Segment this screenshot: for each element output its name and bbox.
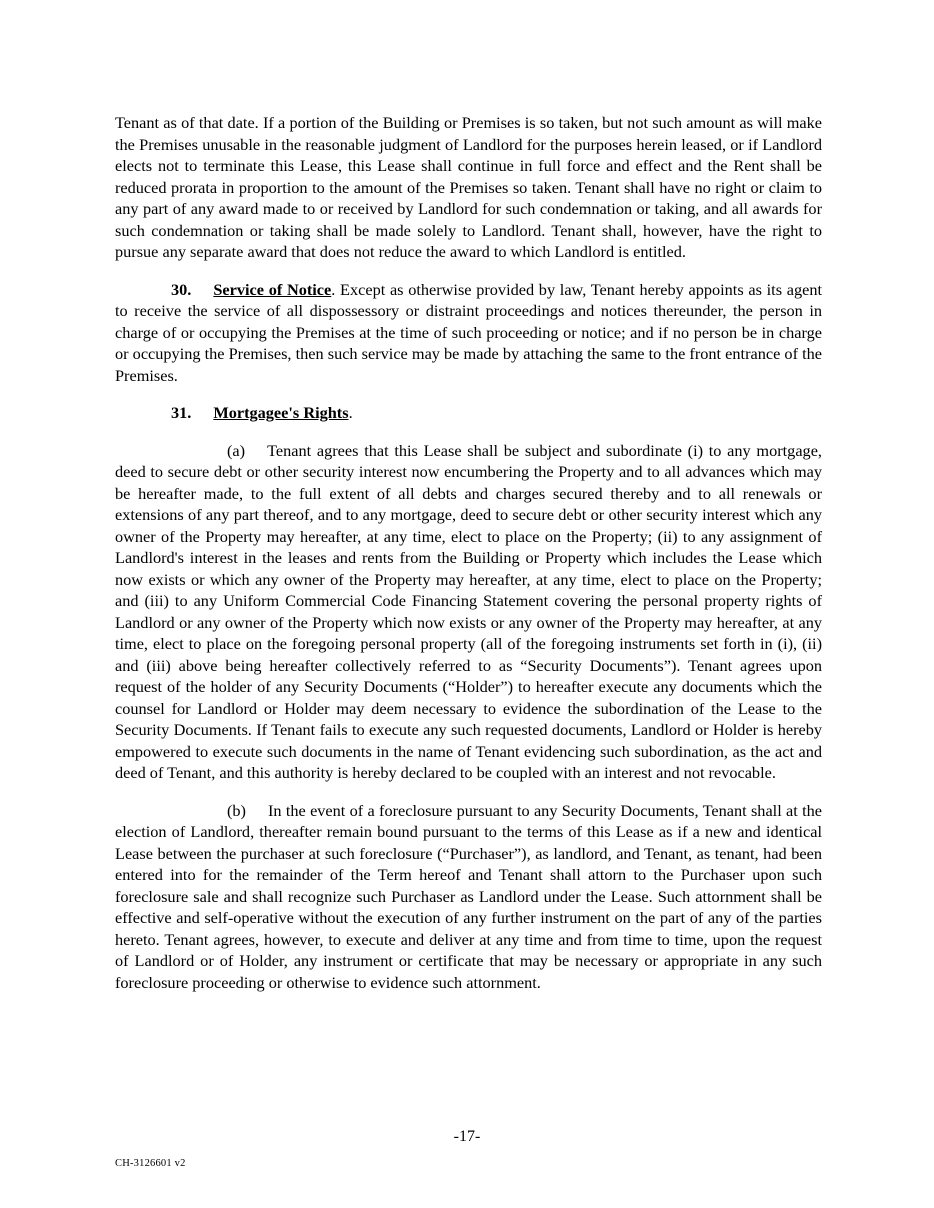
section-30-text: . Except as otherwise provided by law, Tenant hereby appoints as its agent to receive the service of all dispossessory or distraint proceedings and notices thereunder, the person in charge of or occupying the Premises at the time of such proceeding or notice; and if no person be in charge or occupying the Premises, then such service may be made by attaching the same to the front entrance of the Premises. xyxy=(115,279,822,385)
section-31 xyxy=(115,402,822,424)
document-body xyxy=(115,112,822,993)
subsection-a xyxy=(115,440,822,784)
subsection-b xyxy=(115,800,822,994)
section-30-heading: Service of Notice xyxy=(213,279,332,299)
section-31-heading: Mortgagee's Rights xyxy=(213,403,349,422)
paragraph-condemnation: Tenant as of that date. If a portion of the Building or Premises is so taken, but not such amount as will make the Premises unusable in the reasonable judgment of Landlord for the purposes herein leased, or if Landlord elects not to terminate this Lease, this Lease shall continue in full force and effect and the Rent shall be reduced prorata in proportion to the amount of the Premises so taken. Tenant shall have no right or claim to any part of any award made to or received by Landlord for such condemnation or taking, and all awards for such condemnation or taking shall be made solely to Landlord. Tenant shall, however, have the right to pursue any separate award that does not reduce the award to which Landlord is entitled. xyxy=(115,113,822,261)
subsection-a-text: Tenant agrees that this Lease shall be subject and subordinate (i) to any mortgage, deed to secure debt or other security interest now encumbering the Property and to all advances which may be hereafter made, to the full extent of all debts and charges secured thereby and to all renewals or extensions of any part thereof, and to any mortgage, deed to secure debt or other security interest which any owner of the Property may hereafter, at any time, elect to place on the Property; (ii) to any assignment of Landlord's interest in the leases and rents from the Building or Property which includes the Lease which now exists or which any owner of the Property may hereafter, at any time, elect to place on the Property; and (iii) to any Uniform Commercial Code Financing Statement covering the personal property rights of Landlord or any owner of the Property which now exists or any owner of the Property may hereafter, at any time, elect to place on the foregoing personal property (all of the foregoing instruments set forth in (i), (ii) and (iii) above being hereafter collectively referred to as “Security Documents”). Tenant agrees upon request of the holder of any Security Documents (“Holder”) to hereafter execute any documents which the counsel for Landlord or Holder may deem necessary to evidence the subordination of the Lease to the Security Documents. If Tenant fails to execute any such requested documents, Landlord or Holder is hereby empowered to execute such documents in the name of Tenant evidencing such subordination, as the act and deed of Tenant, and this authority is hereby declared to be coupled with an interest and not revocable. xyxy=(115,440,822,782)
section-31-text: . xyxy=(348,403,353,422)
subsection-b-text: In the event of a foreclosure pursuant to any Security Documents, Tenant shall at the election of Landlord, thereafter remain bound pursuant to the terms of this Lease as if a new and identical Lease between the purchaser at such foreclosure (“Purchaser”), as landlord, and Tenant, as tenant, had been entered into for the remainder of the Term hereof and Tenant shall attorn to the Purchaser upon such foreclosure sale and shall recognize such Purchaser as Landlord under the Lease. Such attornment shall be effective and self-operative without the execution of any further instrument on the part of any of the parties hereto. Tenant agrees, however, to execute and deliver at any time and from time to time, upon the request of Landlord or of Holder, any instrument or certificate that may be necessary or appropriate in any such foreclosure proceeding or otherwise to evidence such attornment. xyxy=(115,800,822,992)
section-31-number: 31. xyxy=(171,403,192,422)
section-30 xyxy=(115,279,822,387)
section-30-number: 30. xyxy=(171,279,192,299)
subsection-a-letter: (a) xyxy=(227,440,246,460)
subsection-b-letter: (b) xyxy=(227,800,246,820)
page-number: -17- xyxy=(453,1128,481,1145)
footer-reference: CH-3126601 v2 xyxy=(115,1158,186,1169)
